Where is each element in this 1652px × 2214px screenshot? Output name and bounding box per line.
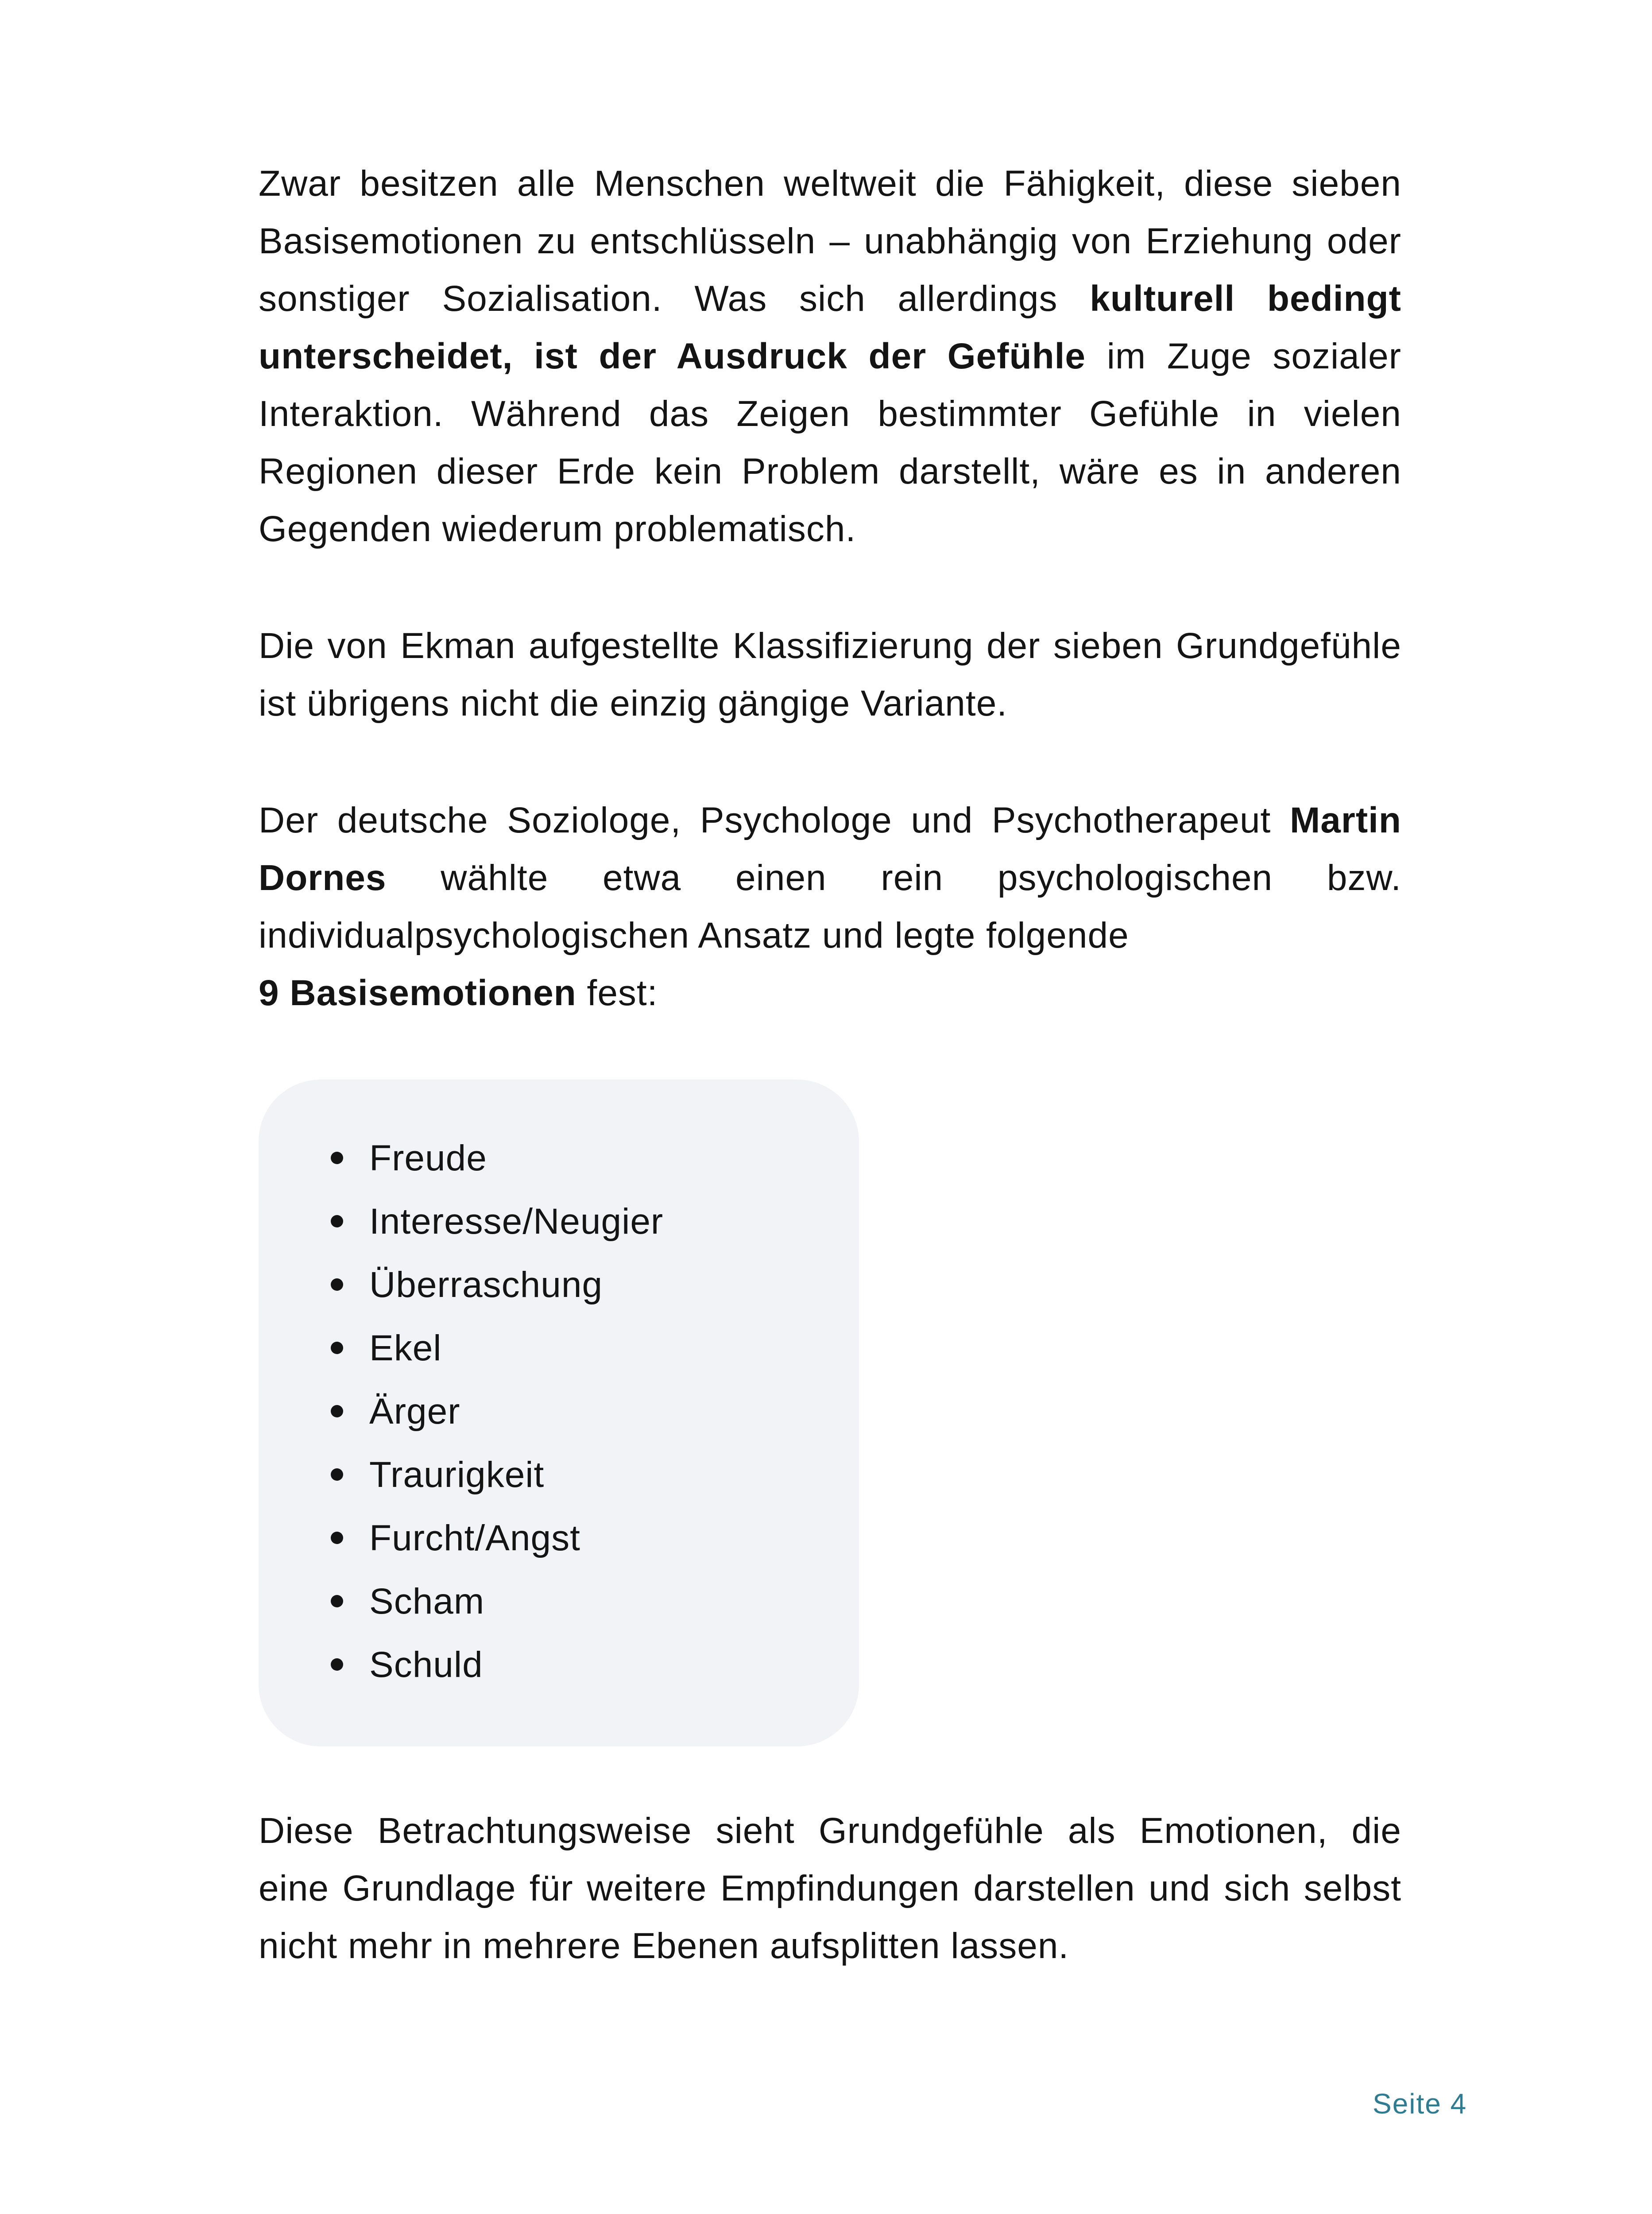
basic-emotions-list — [259, 1132, 859, 1702]
bullet-icon — [331, 1342, 343, 1354]
bullet-icon — [331, 1532, 343, 1544]
author-name: Martin Dornes — [259, 800, 1401, 898]
list-item-label: Freude — [369, 1138, 487, 1178]
paragraph-3-text-start: Der deutsche Soziologe, Psychologe und Psychotherapeut — [259, 800, 1290, 840]
bullet-icon — [331, 1278, 343, 1291]
basic-emotions-box — [259, 1080, 859, 1746]
list-item-label: Ekel — [369, 1328, 442, 1368]
list-item-label: Schuld — [369, 1645, 483, 1685]
bullet-icon — [331, 1658, 343, 1671]
page-number: Seite 4 — [1373, 2088, 1467, 2120]
list-item-label: Traurigkeit — [369, 1455, 545, 1495]
list-item-ekel — [259, 1322, 859, 1385]
paragraph-martin-dornes — [259, 792, 1401, 1022]
list-item-label: Furcht/Angst — [369, 1518, 580, 1558]
basic-emotions-count: 9 Basisemotionen — [259, 973, 576, 1013]
list-item-ueberraschung — [259, 1258, 859, 1322]
paragraph-1-text-start: Zwar besitzen alle Menschen weltweit die Fähigkeit, diese sieben Basisemotionen zu entschlüsseln – unabhängig von Erziehung oder sonstiger Sozialisation. Was sich allerdings — [259, 163, 1401, 319]
list-item-schuld — [259, 1638, 859, 1702]
page-content — [259, 155, 1401, 1975]
list-item-label: Überraschung — [369, 1265, 603, 1305]
list-item-label: Interesse/Neugier — [369, 1201, 664, 1242]
list-item-label: Scham — [369, 1581, 485, 1622]
paragraph-1-text-end: im Zuge sozialer Interaktion. Während das Zeigen bestimmter Gefühle in vielen Regionen dieser Erde kein Problem darstellt, wäre es in anderen Gegenden wiederum problematisch. — [259, 336, 1401, 549]
bullet-icon — [331, 1468, 343, 1481]
paragraph-3-text-end: fest: — [576, 973, 658, 1013]
list-item-aerger — [259, 1385, 859, 1448]
list-item-label: Ärger — [369, 1391, 460, 1432]
bullet-icon — [331, 1405, 343, 1417]
bullet-icon — [331, 1215, 343, 1227]
paragraph-basic-feelings-view: Diese Betrachtungsweise sieht Grundgefühle als Emotionen, die eine Grundlage für weitere Empfindungen darstellen und sich selbst nicht mehr in mehrere Ebenen aufsplitten lassen. — [259, 1811, 1401, 1966]
paragraph-1-bold-phrase: kulturell bedingt unterscheidet, ist der Ausdruck der Gefühle — [259, 279, 1401, 376]
bullet-icon — [331, 1152, 343, 1164]
list-item-freude — [259, 1132, 859, 1195]
list-item-interesse-neugier — [259, 1195, 859, 1258]
paragraph-ekman-classification: Die von Ekman aufgestellte Klassifizierung der sieben Grundgefühle ist übrigens nicht die einzig gängige Variante. — [259, 626, 1401, 724]
list-item-scham — [259, 1575, 859, 1638]
list-item-traurigkeit — [259, 1448, 859, 1512]
list-item-furcht-angst — [259, 1512, 859, 1575]
bullet-icon — [331, 1595, 343, 1607]
paragraph-cultural-expression — [259, 155, 1401, 558]
paragraph-3-text-middle: wählte etwa einen rein psychologischen bzw. individualpsychologischen Ansatz und legte folgende — [259, 858, 1401, 956]
